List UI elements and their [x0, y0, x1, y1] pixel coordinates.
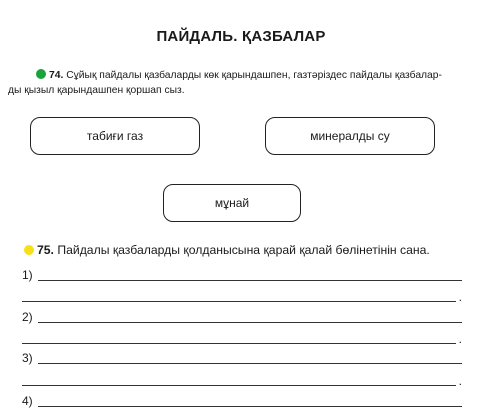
answer-continuation-3[interactable] — [22, 372, 462, 388]
answer-line[interactable] — [38, 406, 462, 407]
answer-line[interactable] — [22, 385, 456, 386]
line-end-mark: . — [458, 332, 462, 346]
line-end-mark: . — [458, 374, 462, 388]
mineral-water-box[interactable]: минералды су — [265, 117, 435, 155]
exercise-74-text-1: Сұйық пайдалы қазбаларды көк қарындашпен, газтәріздес пайдалы қазбалар- — [66, 70, 442, 81]
answer-label-3: 3) — [22, 351, 33, 365]
answer-row-3[interactable] — [22, 350, 462, 366]
answer-line[interactable] — [22, 301, 456, 302]
exercise-75 — [24, 243, 474, 258]
exercise-75-text: Пайдалы қазбаларды қолданысына қарай қалай бөлінетінін сана. — [57, 243, 430, 257]
answer-label-4: 4) — [22, 394, 33, 408]
oil-box[interactable]: мұнай — [163, 184, 301, 222]
exercise-74-number: 74. — [49, 70, 64, 81]
answer-line[interactable] — [22, 343, 456, 344]
yellow-bullet-icon — [24, 245, 34, 255]
exercise-75-number: 75. — [37, 243, 54, 257]
answer-continuation-1[interactable] — [22, 288, 462, 304]
answer-line[interactable] — [38, 280, 462, 281]
answer-line[interactable] — [38, 322, 462, 323]
answer-continuation-2[interactable] — [22, 330, 462, 346]
exercise-74-text-2: ды қызыл қарындашпен қоршап сыз. — [8, 84, 185, 96]
exercise-74 — [8, 69, 474, 98]
answer-line[interactable] — [38, 363, 462, 364]
line-end-mark: . — [458, 290, 462, 304]
answer-label-1: 1) — [22, 268, 33, 282]
answer-row-2[interactable] — [22, 309, 462, 325]
answer-label-2: 2) — [22, 310, 33, 324]
page-title: ПАЙДАЛЬ. ҚАЗБАЛАР — [156, 28, 326, 45]
green-bullet-icon — [36, 69, 46, 79]
answer-row-4[interactable] — [22, 393, 462, 409]
natural-gas-box[interactable]: табиғи газ — [30, 117, 200, 155]
answer-row-1[interactable] — [22, 267, 462, 283]
exercise-74-line1 — [8, 69, 474, 84]
